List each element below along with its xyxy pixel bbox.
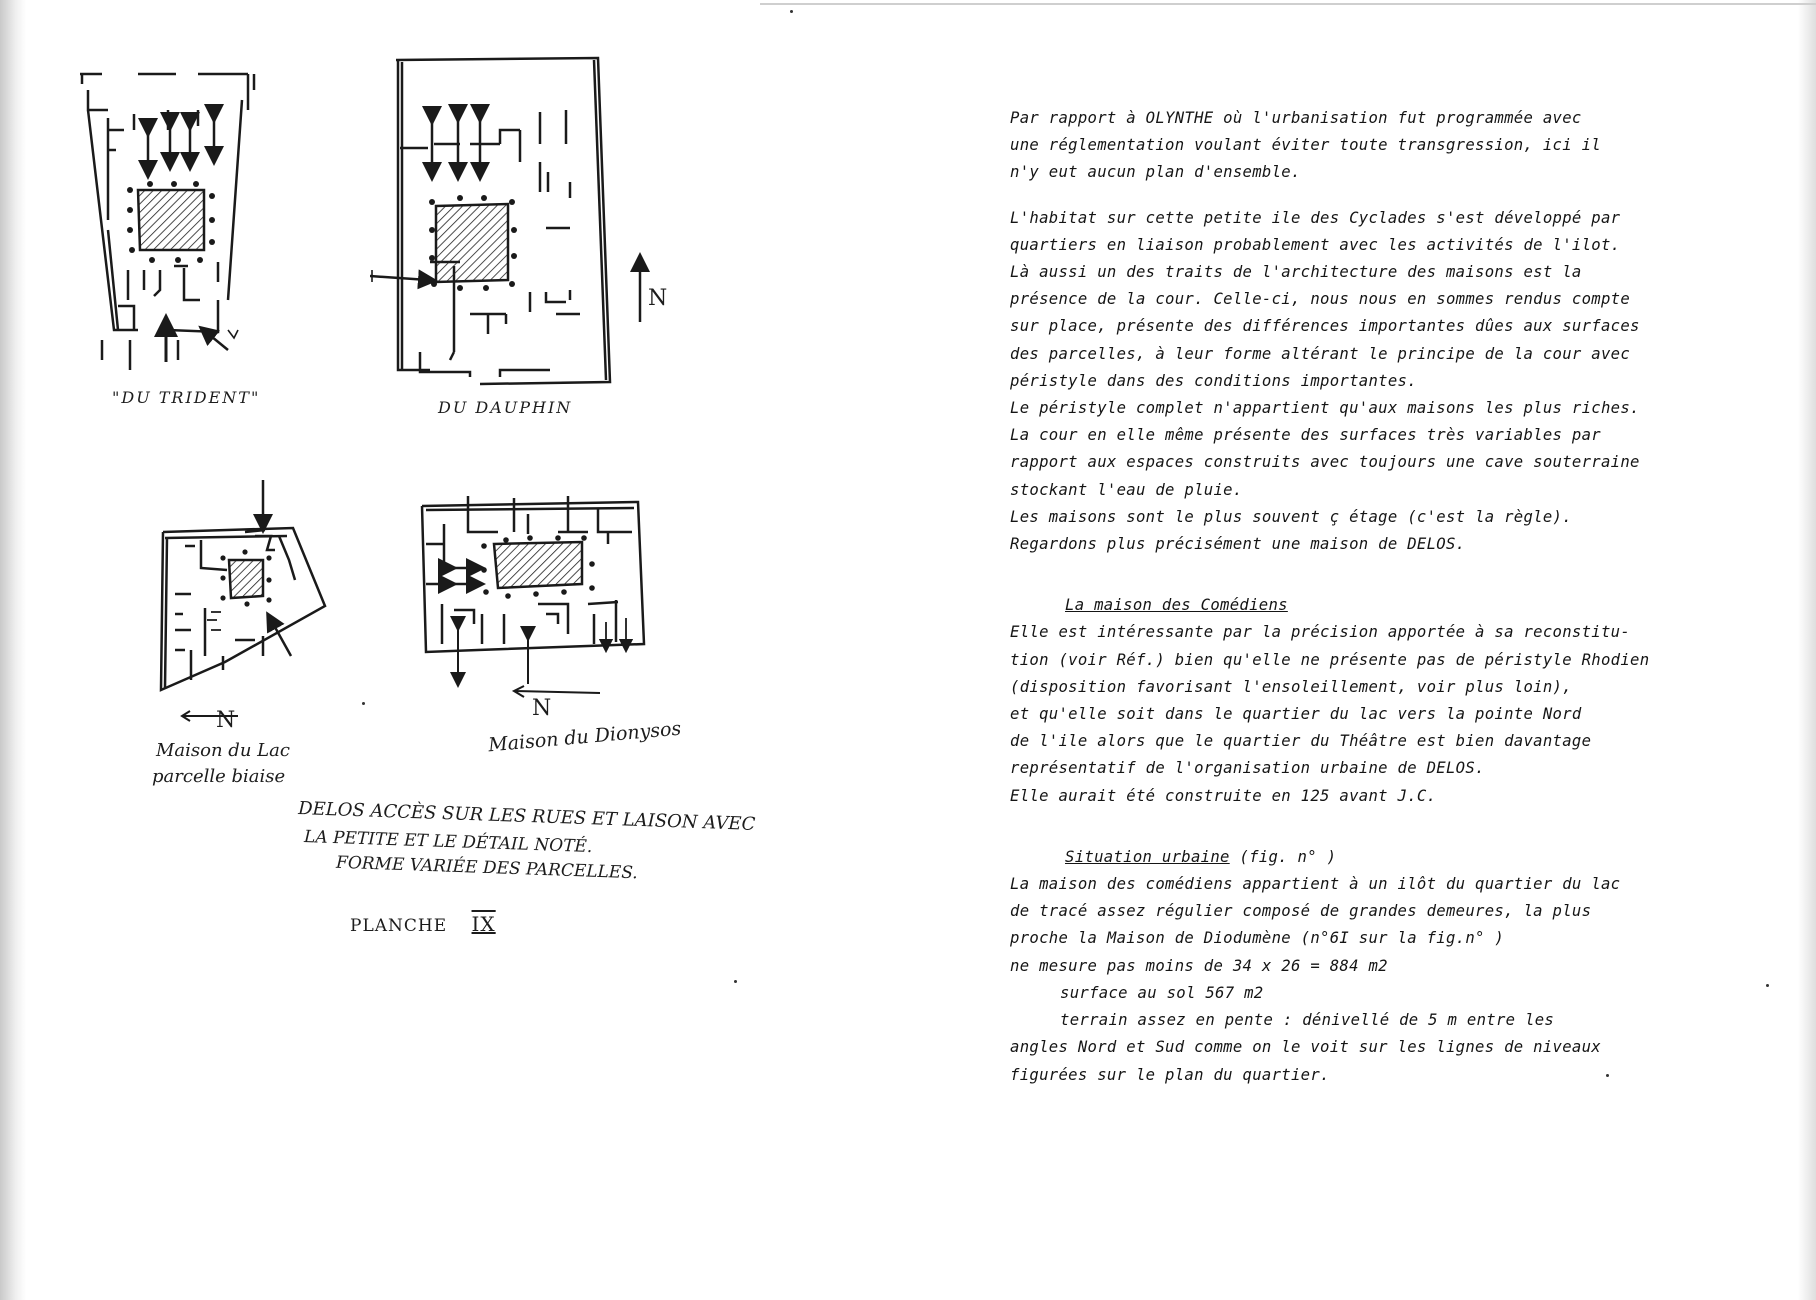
text-line: L'habitat sur cette petite ile des Cyclades s'est développé par [1010, 208, 1621, 227]
plan-lac-label-2: parcelle biaise [152, 766, 286, 787]
scan-speck [362, 702, 365, 705]
plan-dionysos-sketch [418, 484, 658, 694]
text-line: quartiers en liaison probablement avec les activités de l'ilot. [1010, 235, 1621, 254]
planche-number: IX [471, 912, 496, 936]
text-line: et qu'elle soit dans le quartier du lac vers la pointe Nord [1010, 705, 1582, 724]
plan-dionysos-north: N [532, 696, 552, 721]
plan-trident-label: "DU TRIDENT" [112, 388, 261, 407]
text-line: ne mesure pas moins de 34 x 26 = 884 m2 [1010, 956, 1388, 975]
text-line: proche la Maison de Diodumène (n°6I sur la fig.n° ) [1010, 929, 1505, 948]
text-line: angles Nord et Sud comme on le voit sur les lignes de niveaux [1010, 1038, 1601, 1057]
planche-word: PLANCHE [350, 916, 448, 936]
scan-edge-left [0, 0, 26, 1300]
text-line: La maison des comédiens appartient à un ilôt du quartier du lac [1010, 875, 1621, 894]
text-line: La cour en elle même présente des surfaces très variables par [1010, 426, 1601, 445]
text-line: n'y eut aucun plan d'ensemble. [1010, 163, 1301, 182]
plan-dionysos-arrow [512, 684, 602, 706]
text-line-indented: terrain assez en pente : dénivellé de 5 m entre les [1060, 1011, 1555, 1030]
text-line: figurées sur le plan du quartier. [1010, 1065, 1330, 1084]
delos-note-line-1: DELOS ACCÈS SUR LES RUES ET LAISON AVEC [297, 798, 756, 835]
text-line: (disposition favorisant l'ensoleillement, voir plus loin), [1010, 677, 1572, 696]
delos-note-line-2: LA PETITE ET LE DÉTAIL NOTÉ. [303, 826, 593, 858]
text-line: stockant l'eau de pluie. [1010, 480, 1243, 499]
heading-text: Situation urbaine [1065, 847, 1230, 866]
plan-lac-north: N [216, 708, 236, 733]
text-line: de tracé assez régulier composé de grandes demeures, la plus [1010, 902, 1592, 921]
text-line: des parcelles, à leur forme altérant le principe de la cour avec [1010, 344, 1631, 363]
text-line: sur place, présente des différences importantes dûes aux surfaces [1010, 317, 1640, 336]
text-line: représentatif de l'organisation urbaine de DELOS. [1010, 759, 1485, 778]
plan-dauphin-north: N [648, 286, 668, 311]
planche-label [350, 912, 496, 936]
plan-dauphin-label: DU DAUPHIN [438, 398, 573, 417]
text-line: Le péristyle complet n'appartient qu'aux maisons les plus riches. [1010, 399, 1640, 418]
plan-trident-sketch [78, 70, 278, 370]
scan-top-edge [760, 3, 1816, 5]
heading-text: La maison des Comédiens [1065, 596, 1288, 615]
text-line: Par rapport à OLYNTHE où l'urbanisation fut programmée avec [1010, 109, 1582, 127]
text-line: Les maisons sont le plus souvent ç étage (c'est la règle). [1010, 507, 1572, 526]
text-line: Là aussi un des traits de l'architecture des maisons est la [1010, 263, 1582, 282]
heading-suffix: (fig. n° ) [1229, 847, 1337, 866]
text-line: Regardons plus précisément une maison de DELOS. [1010, 535, 1466, 554]
text-line: Elle aurait été construite en 125 avant J.C. [1010, 786, 1437, 805]
text-line: une réglementation voulant éviter toute transgression, ici il [1010, 136, 1601, 155]
plan-dionysos-label: Maison du Dionysos [487, 717, 683, 757]
text-line: tion (voir Réf.) bien qu'elle ne présente pas de péristyle Rhodien [1010, 650, 1650, 669]
delos-note-line-3: FORME VARIÉE DES PARCELLES. [335, 852, 639, 884]
section-heading-situation [1010, 844, 1730, 871]
text-line: Elle est intéressante par la précision apportée à sa reconstitu- [1010, 623, 1631, 642]
section-heading-comediens [1010, 592, 1730, 619]
text-line: présence de la cour. Celle-ci, nous nous en sommes rendus compte [1010, 290, 1631, 309]
text-line: rapport aux espaces construits avec toujours une cave souterraine [1010, 453, 1640, 472]
plan-lac-label-1: Maison du Lac [156, 740, 290, 761]
typed-text-column [1010, 105, 1730, 1089]
scan-speck [790, 10, 793, 13]
scan-speck [1766, 984, 1769, 987]
text-line-indented: surface au sol 567 m2 [1060, 983, 1264, 1002]
plan-dauphin-sketch [370, 52, 660, 392]
text-line: de l'ile alors que le quartier du Théâtre est bien davantage [1010, 732, 1592, 751]
scan-edge-right [1798, 0, 1816, 1300]
plan-lac-sketch [155, 480, 330, 710]
text-line: péristyle dans des conditions importantes. [1010, 371, 1417, 390]
scan-speck [734, 980, 737, 983]
